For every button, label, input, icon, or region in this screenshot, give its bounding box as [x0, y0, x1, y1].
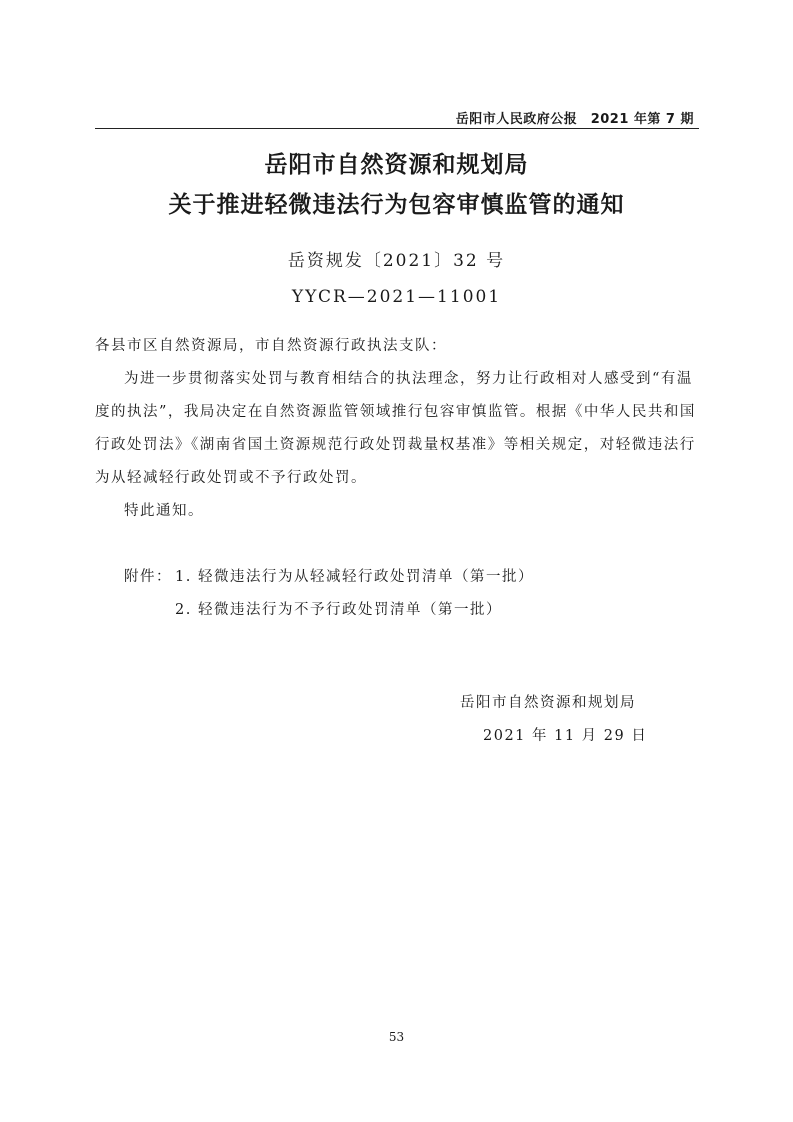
- signing-date: 2021 年 11 月 29 日: [483, 728, 648, 744]
- paragraph-line: 度的执法”，我局决定在自然资源监管领域推行包容审慎监管。根据《中华人民共和国: [95, 404, 696, 420]
- document-number: 岳资规发〔2021〕32 号: [287, 251, 506, 271]
- attachments-label: 附件：: [124, 569, 172, 585]
- paragraph-line: 行政处罚法》《湖南省国土资源规范行政处罚裁量权基准》等相关规定，对轻微违法行: [95, 437, 696, 453]
- document-title-line-2: 关于推进轻微违法行为包容审慎监管的通知: [168, 192, 625, 218]
- addressee: 各县市区自然资源局，市自然资源行政执法支队：: [95, 338, 447, 354]
- attachment-item: 2. 轻微违法行为不予行政处罚清单（第一批）: [175, 602, 502, 618]
- closing-line: 特此通知。: [124, 503, 204, 519]
- running-head-text: 岳阳市人民政府公报 2021 年第 7 期: [455, 112, 694, 127]
- document-title-line-1: 岳阳市自然资源和规划局: [264, 152, 529, 178]
- registration-number: YYCR—2021—11001: [291, 287, 502, 307]
- header-divider: [95, 128, 699, 129]
- paragraph-line: 为从轻减轻行政处罚或不予行政处罚。: [95, 470, 367, 486]
- signing-organization: 岳阳市自然资源和规划局: [460, 695, 636, 711]
- paragraph-line: 为进一步贯彻落实处罚与教育相结合的执法理念，努力让行政相对人感受到“有温: [124, 371, 693, 387]
- page-number: 53: [388, 1030, 405, 1044]
- attachment-item: 1. 轻微违法行为从轻减轻行政处罚清单（第一批）: [175, 569, 534, 585]
